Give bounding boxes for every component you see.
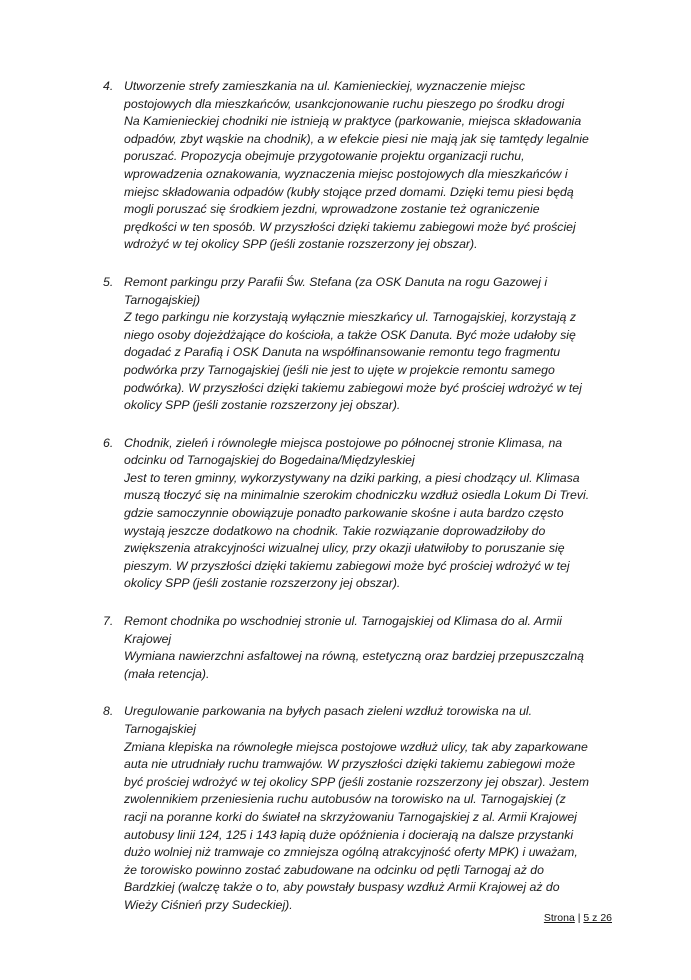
list-item-body-line: muszą tłoczyć się na minimalnie szerokim chodniczku wzdłuż osiedla Lokum Di Trevi. [124, 488, 590, 503]
list-item-number: 4. [103, 79, 114, 93]
list-item-body-line: niego osoby dojeżdżające do kościoła, a także OSK Danuta. Być może udałoby się [124, 327, 576, 342]
list-item-body-line: Jest to teren gminny, wykorzystywany na dziki parking, a piesi chodzący ul. Klimasa [124, 470, 580, 485]
list-item-heading-line: Krajowej [124, 631, 172, 646]
list-item-heading-line: Uregulowanie parkowania na byłych pasach zieleni wzdłuż torowiska na ul. [124, 704, 533, 719]
list-item-body-line: autobusy linii 124, 125 i 143 łapią duże opóźnienia i docierają na dalsze przystanki [124, 827, 574, 842]
list-item-text [124, 703, 624, 914]
list-item-number: 7. [103, 614, 114, 629]
list-item-body-line: okolicy SPP (jeśli zostanie rozszerzony jej obszar). [124, 398, 401, 413]
list-item-body-line: zwiększenia atrakcyjności wizualnej ulicy, przy okazji ułatwiłoby to poruszanie się [124, 541, 565, 556]
list-item-body-line: miejsc składowania odpadów (kubły stojące przed domami. Dzięki temu piesi będą [124, 184, 574, 199]
list-item-body-line: pieszym. W przyszłości dzięki takiemu zabiegowi może być prościej wdrożyć w tej [124, 558, 570, 573]
list-item-body-line: okolicy SPP (jeśli zostanie rozszerzony jej obszar). [124, 576, 401, 591]
footer-page-number: 5 z 26 [583, 912, 612, 924]
numbered-list [0, 78, 691, 935]
list-item [0, 435, 691, 593]
list-item-number: 6. [103, 435, 114, 450]
footer-page-label: Strona [543, 912, 575, 924]
list-item-heading-line: postojowych dla mieszkańców, usankcjonowanie ruchu pieszego po środku drogi [124, 96, 565, 111]
list-item-body-line: Na Kamienieckiej chodniki nie istnieją w praktyce (parkowanie, miejsca składowania [124, 114, 582, 129]
list-item-body-line: Bardzkiej (walczę także o to, aby powstały buspasy wzdłuż Armii Krajowej aż do [124, 880, 560, 895]
list-item-body-line: że torowisko powinno zostać zabudowane na odcinku od pętli Tarnogaj aż do [124, 862, 544, 877]
list-item-body-line: mogli poruszać się środkiem jezdni, wprowadzone zostanie też ograniczenie [124, 202, 540, 217]
list-item-text [124, 274, 624, 415]
list-item-body-line: podwórka). W przyszłości dzięki takiemu zabiegowi może być prościej wdrożyć w tej [124, 380, 582, 395]
list-item-heading-line: Utworzenie strefy zamieszkania na ul. Kamienieckiej, wyznaczenie miejsc [124, 79, 526, 93]
list-item-body-line: Wieży Ciśnień przy Sudeckiej). [124, 897, 293, 912]
list-item-heading-line: Tarnogajskiej) [124, 292, 201, 307]
list-item [0, 274, 691, 415]
list-item-heading-line: Tarnogajskiej [124, 722, 197, 736]
list-item-body-line: być prościej wdrożyć w tej okolicy SPP (jeśli zostanie rozszerzony jej obszar). Jestem [124, 774, 589, 789]
list-item-body-line: zwolennikiem przeniesienia ruchu autobusów na torowisko na ul. Tarnogajskiej (z [124, 792, 566, 807]
list-item-body-line: racji na poranne korki do świateł na skrzyżowaniu Tarnogajskiej z al. Armii Krajowej [124, 809, 577, 824]
list-item-heading-line: odcinku od Tarnogajskiej do Bogedaina/Międzyleskiej [124, 453, 415, 468]
list-item [0, 78, 691, 254]
list-item-body-line: wystają jeszcze dodatkowo na chodnik. Takie rozwiązanie doprowadziłoby do [124, 523, 546, 538]
list-item-heading-line: Chodnik, zieleń i równoległe miejsca postojowe po północnej stronie Klimasa, na [124, 435, 563, 450]
list-item-text [124, 435, 624, 593]
list-item-body-line: (mała retencja). [124, 666, 210, 681]
list-item-body-line: wprowadzenia oznakowania, wyznaczenia miejsc postojowych dla mieszkańców i [124, 166, 568, 181]
list-item [0, 703, 691, 914]
list-item-body-line: gdzie samoczynnie obowiązuje ponadto parkowanie skośne i auta bardzo często [124, 506, 564, 521]
page-footer [544, 912, 612, 924]
list-item-body-line: wdrożyć w tej okolicy SPP (jeśli zostanie rozszerzony jej obszar). [124, 237, 478, 252]
list-item-body-line: Zmiana klepiska na równoległe miejsca postojowe wzdłuż ulicy, tak aby zaparkowane [124, 739, 588, 754]
list-item-heading-line: Remont parkingu przy Parafii Św. Stefana (za OSK Danuta na rogu Gazowej i [124, 274, 548, 289]
list-item-text [124, 78, 624, 254]
list-item-body-line: poruszać. Propozycja obejmuje przygotowanie projektu organizacji ruchu, [124, 149, 525, 164]
list-item-body-line: Z tego parkingu nie korzystają wyłącznie mieszkańcy ul. Tarnogajskiej, korzystają z [124, 310, 576, 325]
list-item-body-line: odpadów, zbyt wąskie na chodnik), a w efekcie piesi nie mają jak się tamtędy legalnie [124, 131, 589, 146]
list-item-body-line: prędkości w ten sposób. W przyszłości dzięki takiemu zabiegowi może być prościej [124, 219, 576, 234]
list-item-body-line: auta nie utrudniały ruchu tramwajów. W przyszłości dzięki takiemu zabiegowi może [124, 757, 576, 772]
list-item-number: 5. [103, 274, 114, 289]
list-item-text [124, 613, 624, 683]
list-item [0, 613, 691, 683]
list-item-number: 8. [103, 704, 114, 719]
footer-separator: | [574, 912, 584, 924]
list-item-body-line: dużo wolniej niż tramwaje co zmniejsza ogólną atrakcyjność oferty MPK) i uważam, [124, 845, 578, 860]
list-item-body-line: dogadać z Parafią i OSK Danuta na współfinansowanie remontu tego fragmentu [124, 345, 561, 360]
list-item-body-line: Wymiana nawierzchni asfaltowej na równą, estetyczną oraz bardziej przepuszczalną [124, 649, 584, 664]
list-item-body-line: podwórka przy Tarnogajskiej (jeśli nie jest to ujęte w projekcie remontu samego [124, 362, 555, 377]
list-item-heading-line: Remont chodnika po wschodniej stronie ul. Tarnogajskiej od Klimasa do al. Armii [124, 614, 562, 629]
